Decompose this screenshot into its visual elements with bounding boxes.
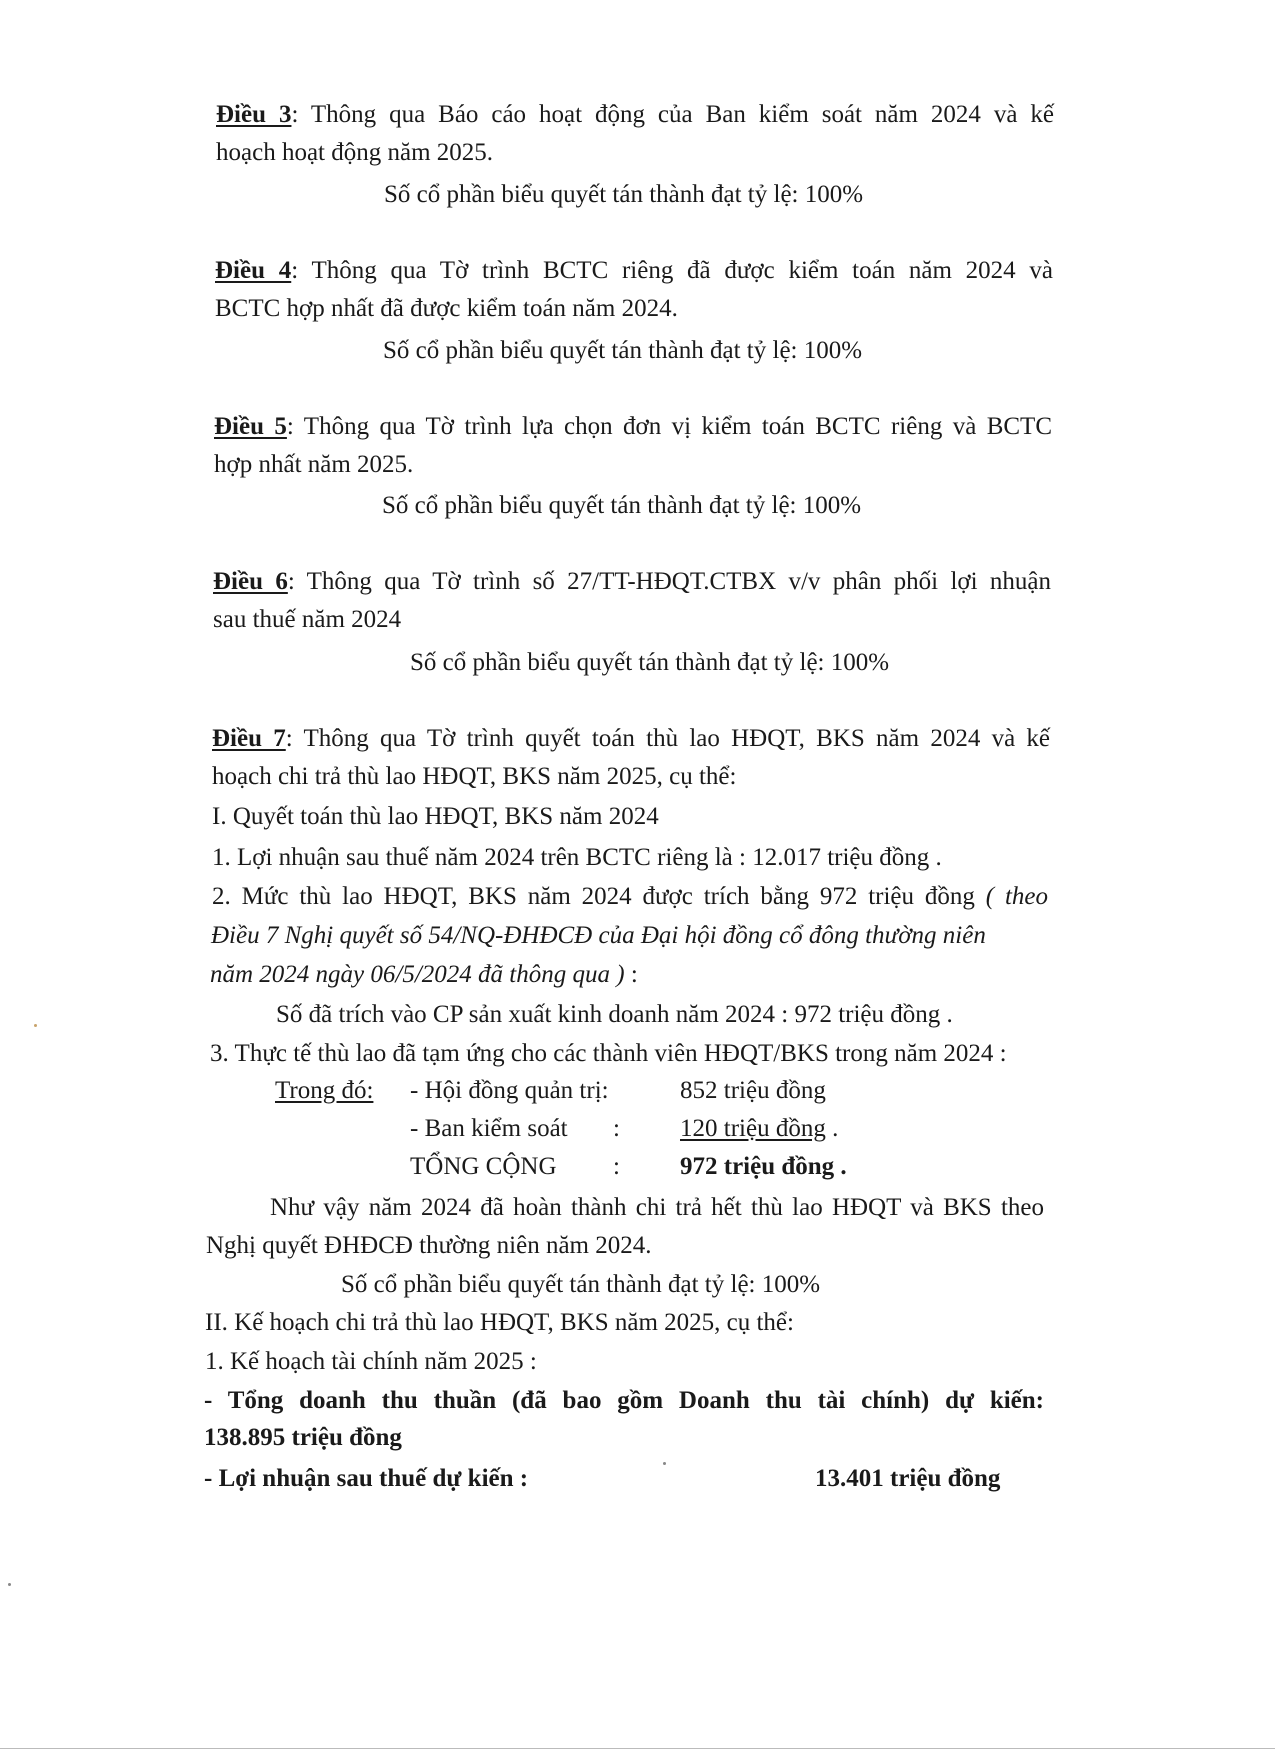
- breakdown-total-name: TỔNG CỘNG: [410, 1153, 557, 1180]
- dieu5-line2: hợp nhất năm 2025.: [214, 451, 414, 478]
- dieu6-vote: Số cổ phần biểu quyết tán thành đạt tỷ lệ: 100%: [410, 649, 890, 676]
- dieu3-text1: : Thông qua Báo cáo hoạt động của Ban kiểm soát năm 2024 và kế: [291, 101, 1055, 128]
- scan-speck: [8, 1583, 11, 1586]
- section1-item3: 3. Thực tế thù lao đã tạm ứng cho các thành viên HĐQT/BKS trong năm 2024 :: [210, 1040, 1007, 1067]
- breakdown-total-colon: :: [613, 1153, 620, 1180]
- dieu7-line2: hoạch chi trả thù lao HĐQT, BKS năm 2025, cụ thể:: [212, 763, 737, 790]
- breakdown-row2-name: - Ban kiểm soát: [410, 1115, 568, 1142]
- breakdown-total-value: 972 triệu đồng .: [680, 1153, 847, 1180]
- dieu5-label: Điều 5: [214, 413, 287, 440]
- dieu7-text1: : Thông qua Tờ trình quyết toán thù lao HĐQT, BKS năm 2024 và kế: [285, 725, 1051, 752]
- revenue-line1: - Tổng doanh thu thuần (đã bao gồm Doanh thu tài chính) dự kiến:: [204, 1387, 1044, 1414]
- dieu7-vote: Số cổ phần biểu quyết tán thành đạt tỷ lệ: 100%: [341, 1271, 821, 1298]
- dieu3-line1: [216, 102, 1054, 127]
- dieu3-label: Điều 3: [216, 101, 292, 128]
- dieu6-line2: sau thuế năm 2024: [213, 606, 402, 633]
- breakdown-row1-name: - Hội đồng quản trị:: [410, 1077, 609, 1104]
- dieu7-line1: [212, 726, 1050, 751]
- scan-bottom-edge: [0, 1748, 1275, 1749]
- section1-item2-ref: năm 2024 ngày 06/5/2024 đã thông qua ): [210, 961, 625, 988]
- section1-item1: 1. Lợi nhuận sau thuế năm 2024 trên BCTC riêng là : 12.017 triệu đồng .: [212, 844, 942, 871]
- dieu6-label: Điều 6: [213, 568, 288, 595]
- scan-speck: [663, 1462, 666, 1465]
- section1-item2-text: 2. Mức thù lao HĐQT, BKS năm 2024 được trích bằng 972 triệu đồng: [212, 883, 975, 910]
- breakdown-row2-value: 120 triệu đồng: [680, 1115, 826, 1142]
- section1-item2-line1: [212, 884, 1048, 909]
- dieu4-vote: Số cổ phần biểu quyết tán thành đạt tỷ lệ: 100%: [383, 337, 863, 364]
- breakdown-row1-value: 852 triệu đồng: [680, 1077, 826, 1104]
- dieu4-text1: : Thông qua Tờ trình BCTC riêng đã được kiểm toán năm 2024 và: [291, 257, 1054, 284]
- summary-line2: Nghị quyết ĐHĐCĐ thường niên năm 2024.: [206, 1232, 652, 1259]
- section1-item2-allocated: Số đã trích vào CP sản xuất kinh doanh năm 2024 : 972 triệu đồng .: [276, 1001, 953, 1028]
- breakdown-row2-dot: .: [825, 1115, 839, 1142]
- section2-title: II. Kế hoạch chi trả thù lao HĐQT, BKS năm 2025, cụ thể:: [205, 1309, 794, 1336]
- section1-title: I. Quyết toán thù lao HĐQT, BKS năm 2024: [212, 803, 659, 830]
- summary-line1: Như vậy năm 2024 đã hoàn thành chi trả hết thù lao HĐQT và BKS theo: [270, 1194, 1044, 1221]
- dieu7-label: Điều 7: [212, 725, 286, 752]
- section1-item2-line3: [210, 962, 638, 987]
- dieu4-label: Điều 4: [215, 257, 292, 284]
- breakdown-row2-value-wrap: [680, 1116, 838, 1141]
- section1-item2-theo: ( theo: [985, 883, 1048, 910]
- section1-item2-colon: :: [624, 961, 638, 988]
- dieu4-line2: BCTC hợp nhất đã được kiểm toán năm 2024.: [215, 295, 678, 322]
- breakdown-row2-colon: :: [613, 1115, 620, 1142]
- profit-value: 13.401 triệu đồng: [815, 1465, 1001, 1492]
- dieu4-line1: [215, 258, 1053, 283]
- section1-item2-line2: Điều 7 Nghị quyết số 54/NQ-ĐHĐCĐ của Đại hội đồng cổ đông thường niên: [211, 922, 986, 949]
- scan-speck: [34, 1024, 37, 1027]
- dieu6-line1: [213, 569, 1051, 594]
- dieu5-vote: Số cổ phần biểu quyết tán thành đạt tỷ lệ: 100%: [382, 492, 862, 519]
- dieu5-text1: : Thông qua Tờ trình lựa chọn đơn vị kiểm toán BCTC riêng và BCTC: [286, 413, 1053, 440]
- dieu6-text1: : Thông qua Tờ trình số 27/TT-HĐQT.CTBX v/v phân phối lợi nhuận: [287, 568, 1051, 595]
- profit-label: - Lợi nhuận sau thuế dự kiến :: [204, 1465, 529, 1492]
- revenue-line2: 138.895 triệu đồng: [204, 1424, 402, 1451]
- dieu3-vote: Số cổ phần biểu quyết tán thành đạt tỷ lệ: 100%: [384, 181, 864, 208]
- dieu5-line1: [214, 414, 1052, 439]
- breakdown-label: Trong đó:: [275, 1077, 374, 1104]
- section2-item1: 1. Kế hoạch tài chính năm 2025 :: [205, 1348, 537, 1375]
- dieu3-line2: hoạch hoạt động năm 2025.: [216, 139, 494, 166]
